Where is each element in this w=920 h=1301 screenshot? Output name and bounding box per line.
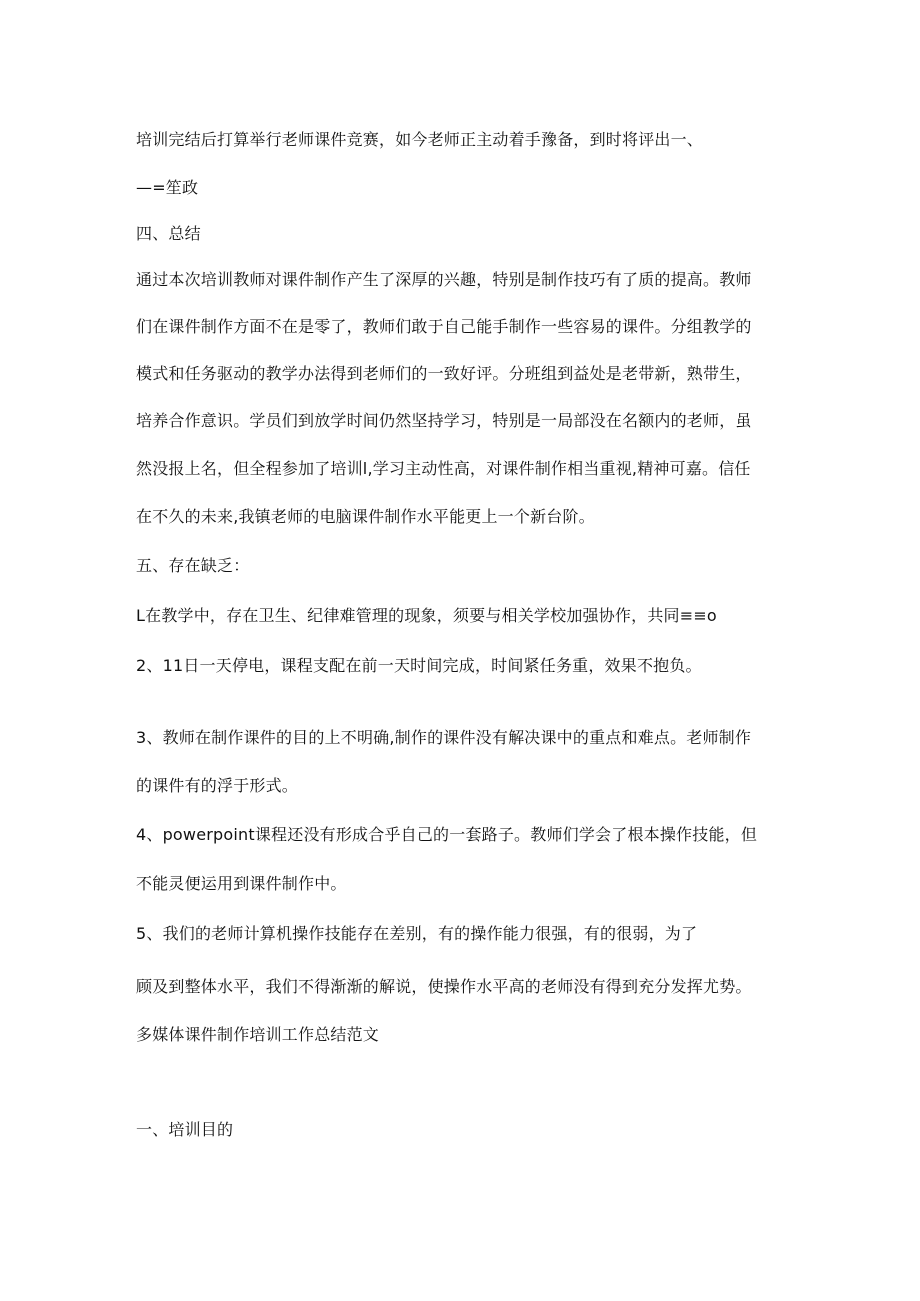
document-title: 多媒体课件制作培训工作总结范文 (136, 1025, 380, 1044)
list-item: 3、教师在制作课件的目的上不明确,制作的课件没有解决课中的重点和难点。老师制作 (136, 728, 752, 747)
paragraph-line: —=笙政 (136, 178, 199, 197)
paragraph-line: 然没报上名，但全程参加了培训l,学习主动性高，对课件制作相当重视,精神可嘉。信任 (136, 459, 751, 478)
section-heading-summary: 四、总结 (136, 224, 201, 243)
paragraph-line: 培训完结后打算举行老师课件竞赛，如今老师正主动着手豫备，到时将评出一、 (136, 130, 704, 149)
paragraph-line: 在不久的未来,我镇老师的电脑课件制作水平能更上一个新台阶。 (136, 507, 595, 526)
paragraph-line: 培养合作意识。学员们到放学时间仍然坚持学习，特别是一局部没在名额内的老师，虽 (136, 411, 752, 430)
list-item: 5、我们的老师计算机操作技能存在差别，有的操作能力很强，有的很弱，为了 (136, 924, 698, 943)
list-item-continuation: 不能灵便运用到课件制作中。 (136, 874, 347, 893)
list-item: L在教学中，存在卫生、纪律难管理的现象，须要与相关学校加强协作，共同≡≡o (136, 606, 717, 625)
paragraph-line: 模式和任务驱动的教学办法得到老师们的一致好评。分班组到益处是老带新，熟带生， (136, 364, 752, 383)
list-item-continuation: 的课件有的浮于形式。 (136, 776, 299, 795)
paragraph-line: 们在课件制作方面不在是零了，教师们敢于自己能手制作一些容易的课件。分组教学的 (136, 317, 752, 336)
list-item: 2、11日一天停电，课程支配在前一天时间完成，时间紧任务重，效果不抱负。 (136, 656, 702, 675)
section-heading-shortcomings: 五、存在缺乏： (136, 556, 250, 575)
list-item: 4、powerpoint课程还没有形成合乎自己的一套路子。教师们学会了根本操作技能，但 (136, 825, 758, 844)
section-heading-training-purpose: 一、培训目的 (136, 1120, 234, 1139)
list-item-continuation: 顾及到整体水平，我们不得渐渐的解说，使操作水平高的老师没有得到充分发挥尤势。 (136, 977, 752, 996)
paragraph-line: 通过本次培训教师对课件制作产生了深厚的兴趣，特别是制作技巧有了质的提高。教师 (136, 270, 752, 289)
